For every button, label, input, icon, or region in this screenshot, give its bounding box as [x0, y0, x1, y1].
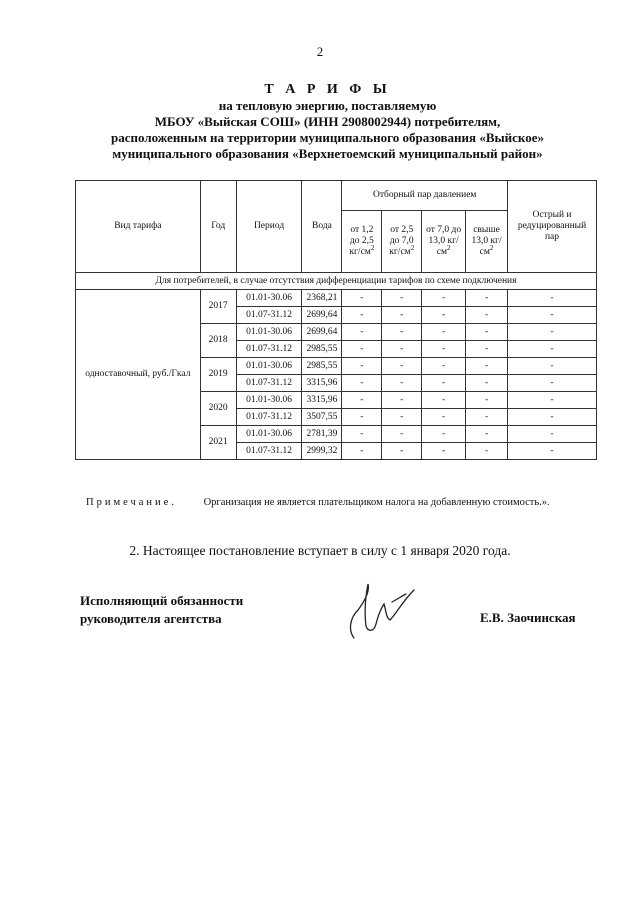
tariff-type-cell: одноставочный, руб./Гкал [76, 290, 201, 460]
sharp-cell: - [508, 341, 597, 358]
document-title [40, 82, 615, 162]
header-pressure-1 [342, 211, 382, 273]
water-cell: 2699,64 [302, 324, 342, 341]
p4-cell: - [466, 409, 508, 426]
water-cell: 3315,96 [302, 375, 342, 392]
header-pressure-2-sup: 2 [410, 243, 415, 252]
page-number: 2 [316, 44, 324, 59]
p4-cell: - [466, 324, 508, 341]
year-cell: 2019 [200, 358, 236, 392]
sharp-cell: - [508, 358, 597, 375]
sharp-cell: - [508, 443, 597, 460]
note [86, 497, 550, 508]
p3-cell: - [422, 392, 466, 409]
p1-cell: - [342, 290, 382, 307]
p1-cell: - [342, 392, 382, 409]
note-text: Организация не является плательщиком налога на добавленную стоимость.». [203, 497, 550, 508]
period-cell: 01.07-31.12 [236, 409, 302, 426]
p3-cell: - [422, 307, 466, 324]
period-cell: 01.07-31.12 [236, 307, 302, 324]
water-cell: 2985,55 [302, 358, 342, 375]
signer-position-line: руководителя агентства [80, 611, 222, 626]
header-pressure-3-label: от 7,0 до 13,0 кг/см [426, 225, 462, 257]
p3-cell: - [422, 290, 466, 307]
title-line: муниципального образования «Верхнетоемский муниципальный район» [112, 146, 543, 161]
water-cell: 2368,21 [302, 290, 342, 307]
sharp-cell: - [508, 307, 597, 324]
year-cell: 2020 [200, 392, 236, 426]
p4-cell: - [466, 341, 508, 358]
header-pressure-1-sup: 2 [370, 243, 375, 252]
header-sharp-steam: Острый и редуцированный пар [508, 181, 597, 273]
p1-cell: - [342, 409, 382, 426]
sharp-cell: - [508, 426, 597, 443]
header-pressure-3-sup: 2 [446, 243, 451, 252]
note-label: Примечание. [86, 497, 177, 508]
water-cell: 2781,39 [302, 426, 342, 443]
p2-cell: - [382, 341, 422, 358]
p2-cell: - [382, 392, 422, 409]
p1-cell: - [342, 341, 382, 358]
p1-cell: - [342, 426, 382, 443]
decree-text: 2. Настоящее постановление вступает в силу с 1 января 2020 года. [129, 543, 511, 558]
sharp-cell: - [508, 290, 597, 307]
header-pressure-2 [382, 211, 422, 273]
p3-cell: - [422, 409, 466, 426]
header-pressure-2-label: от 2,5 до 7,0 кг/см [389, 225, 414, 257]
water-cell: 2985,55 [302, 341, 342, 358]
title-line: на тепловую энергию, поставляемую [218, 98, 437, 113]
header-selected-steam: Отборный пар давлением [342, 181, 508, 211]
signer-position-line: Исполняющий обязанности [80, 593, 244, 608]
title-line: расположенным на территории муниципального образования «Выйское» [111, 130, 544, 145]
year-cell: 2018 [200, 324, 236, 358]
year-cell: 2017 [200, 290, 236, 324]
title-main: Т А Р И Ф Ы [264, 82, 391, 97]
p3-cell: - [422, 324, 466, 341]
p2-cell: - [382, 358, 422, 375]
p1-cell: - [342, 375, 382, 392]
p3-cell: - [422, 341, 466, 358]
year-cell: 2021 [200, 426, 236, 460]
handwritten-signature [340, 580, 430, 640]
sharp-cell: - [508, 324, 597, 341]
p1-cell: - [342, 324, 382, 341]
p2-cell: - [382, 324, 422, 341]
header-pressure-4-sup: 2 [489, 243, 494, 252]
signer-name: Е.В. Заочинская [480, 610, 576, 625]
p1-cell: - [342, 443, 382, 460]
period-cell: 01.01-30.06 [236, 290, 302, 307]
period-cell: 01.01-30.06 [236, 324, 302, 341]
p2-cell: - [382, 307, 422, 324]
header-year: Год [200, 181, 236, 273]
p4-cell: - [466, 307, 508, 324]
signer-position [80, 592, 243, 628]
p2-cell: - [382, 375, 422, 392]
p4-cell: - [466, 358, 508, 375]
period-cell: 01.07-31.12 [236, 375, 302, 392]
header-period: Период [236, 181, 302, 273]
section-label: Для потребителей, в случае отсутствия дифференциации тарифов по схеме подключения [76, 273, 597, 290]
p2-cell: - [382, 443, 422, 460]
period-cell: 01.01-30.06 [236, 426, 302, 443]
period-cell: 01.07-31.12 [236, 341, 302, 358]
p2-cell: - [382, 290, 422, 307]
water-cell: 2699,64 [302, 307, 342, 324]
p2-cell: - [382, 409, 422, 426]
p4-cell: - [466, 392, 508, 409]
p3-cell: - [422, 426, 466, 443]
period-cell: 01.01-30.06 [236, 392, 302, 409]
header-pressure-1-label: от 1,2 до 2,5 кг/см [349, 225, 374, 257]
water-cell: 2999,32 [302, 443, 342, 460]
water-cell: 3507,55 [302, 409, 342, 426]
header-tariff-type: Вид тарифа [76, 181, 201, 273]
p1-cell: - [342, 358, 382, 375]
period-cell: 01.01-30.06 [236, 358, 302, 375]
sharp-cell: - [508, 392, 597, 409]
tariff-table [75, 180, 597, 460]
p3-cell: - [422, 375, 466, 392]
header-pressure-4-label: свыше 13,0 кг/см [471, 225, 502, 257]
header-pressure-3 [422, 211, 466, 273]
p3-cell: - [422, 358, 466, 375]
p3-cell: - [422, 443, 466, 460]
p4-cell: - [466, 375, 508, 392]
sharp-cell: - [508, 375, 597, 392]
p2-cell: - [382, 426, 422, 443]
header-water: Вода [302, 181, 342, 273]
water-cell: 3315,96 [302, 392, 342, 409]
title-line: МБОУ «Выйская СОШ» (ИНН 2908002944) потребителям, [154, 114, 501, 129]
table-row [76, 290, 597, 307]
sharp-cell: - [508, 409, 597, 426]
p4-cell: - [466, 443, 508, 460]
period-cell: 01.07-31.12 [236, 443, 302, 460]
p1-cell: - [342, 307, 382, 324]
p4-cell: - [466, 290, 508, 307]
p4-cell: - [466, 426, 508, 443]
header-pressure-4 [466, 211, 508, 273]
